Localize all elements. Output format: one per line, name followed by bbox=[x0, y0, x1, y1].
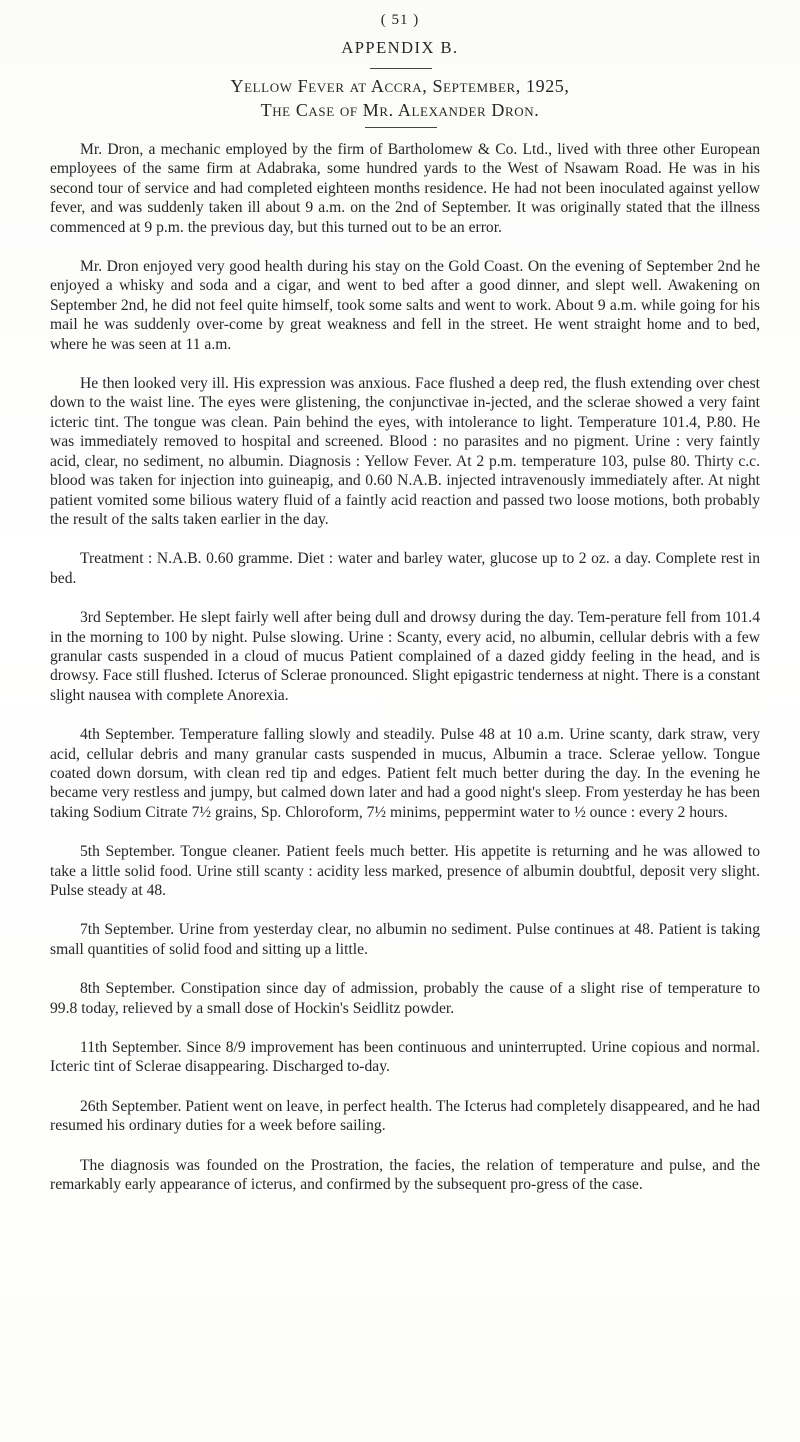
paragraph: The diagnosis was founded on the Prostration, the facies, the relation of temperature and pulse, and the remarkably early appearance of icterus, and confirmed by the subsequent pro-gress of the case. bbox=[50, 1156, 760, 1194]
document-title: Yellow Fever at Accra, September, 1925, bbox=[230, 76, 570, 96]
paragraph: 26th September. Patient went on leave, in perfect health. The Icterus had completely disappeared, and he had resumed his ordinary duties for a week before sailing. bbox=[50, 1097, 760, 1135]
appendix-heading: APPENDIX B. bbox=[341, 38, 459, 57]
paragraph: Mr. Dron, a mechanic employed by the firm of Bartholomew & Co. Ltd., lived with three other European employees of the same firm at Adabraka, some hundred yards to the West of Nsawam Road. He was in his second tour of service and had completed eighteen months residence. He had not been inoculated against yellow fever, and was suddenly taken ill about 9 a.m. on the 2nd of September. It was originally stated that the illness commenced at 9 p.m. the previous day, but this turned out to be an error. bbox=[50, 141, 760, 236]
paragraph: Treatment : N.A.B. 0.60 gramme. Diet : water and barley water, glucose up to 2 oz. a day. Complete rest in bed. bbox=[50, 550, 760, 587]
page-number: ( 51 ) bbox=[380, 12, 420, 28]
paragraph: 8th September. Constipation since day of admission, probably the cause of a slight rise of temperature to 99.8 today, relieved by a small dose of Hockin's Seidlitz powder. bbox=[50, 980, 760, 1017]
paragraph: 5th September. Tongue cleaner. Patient feels much better. His appetite is returning and he was allowed to take a little solid food. Urine still scanty : acidity less marked, presence of albumin doubtful, deposit very slight. Pulse steady at 48. bbox=[50, 843, 760, 899]
body-text bbox=[50, 140, 760, 1214]
paragraph: 11th September. Since 8/9 improvement has been continuous and uninterrupted. Urine copious and normal. Icteric tint of Sclerae disappearing. Discharged to-day. bbox=[50, 1039, 760, 1076]
separator-rule bbox=[370, 68, 432, 69]
paragraph: 7th September. Urine from yesterday clear, no albumin no sediment. Pulse continues at 48. Patient is taking small quantities of solid food and sitting up a little. bbox=[50, 921, 760, 958]
paragraph: 3rd September. He slept fairly well after being dull and drowsy during the day. Tem-perature fell from 101.4 in the morning to 100 by night. Pulse slowing. Urine : Scanty, every acid, no albumin, cellular debris with a few granular casts suspended in a cloud of mucus Patient complained of a dazed giddy feeling in the head, and is drowsy. Face still flushed. Icterus of Sclerae pronounced. Slight epigastric tenderness at night. There is a constant slight nausea with complete Anorexia. bbox=[50, 609, 760, 704]
paragraph: He then looked very ill. His expression was anxious. Face flushed a deep red, the flush extending over chest down to the waist line. The eyes were glistening, the conjunctivae in-jected, and the sclerae showed a very faint icteric tint. The tongue was clean. Pain behind the eyes, with intolerance to light. Temperature 101.4, P.80. He was immediately removed to hospital and screened. Blood : no parasites and no pigment. Urine : very faintly acid, clear, no sediment, no albumin. Diagnosis : Yellow Fever. At 2 p.m. temperature 103, pulse 80. Thirty c.c. blood was taken for injection into guineapig, and 0.60 N.A.B. injected intravenously immediately after. At night patient vomited some bilious watery fluid of a faintly acid reaction and passed two loose motions, both probably the result of the salts taken earlier in the day. bbox=[50, 375, 760, 528]
separator-rule bbox=[365, 127, 437, 128]
paragraph: Mr. Dron enjoyed very good health during his stay on the Gold Coast. On the evening of September 2nd he enjoyed a whisky and soda and a cigar, and went to bed after a good dinner, and slept well. Awakening on September 2nd, he did not feel quite himself, took some salts and went to work. About 9 a.m. while going for his mail he was suddenly over-come by great weakness and fell in the street. He went straight home and to bed, where he was seen at 11 a.m. bbox=[50, 258, 760, 353]
paragraph: 4th September. Temperature falling slowly and steadily. Pulse 48 at 10 a.m. Urine scanty, dark straw, very acid, cellular debris and many granular casts suspended in mucus, Albumin a trace. Sclerae yellow. Tongue coated down dorsum, with clean red tip and edges. Patient felt much better during the day. In the evening he became very restless and jumpy, but calmed down later and had a good night's sleep. From yesterday he has been taking Sodium Citrate 7½ grains, Sp. Chloroform, 7½ minims, peppermint water to ½ ounce : every 2 hours. bbox=[50, 726, 760, 821]
document-subtitle: The Case of Mr. Alexander Dron. bbox=[260, 100, 540, 120]
